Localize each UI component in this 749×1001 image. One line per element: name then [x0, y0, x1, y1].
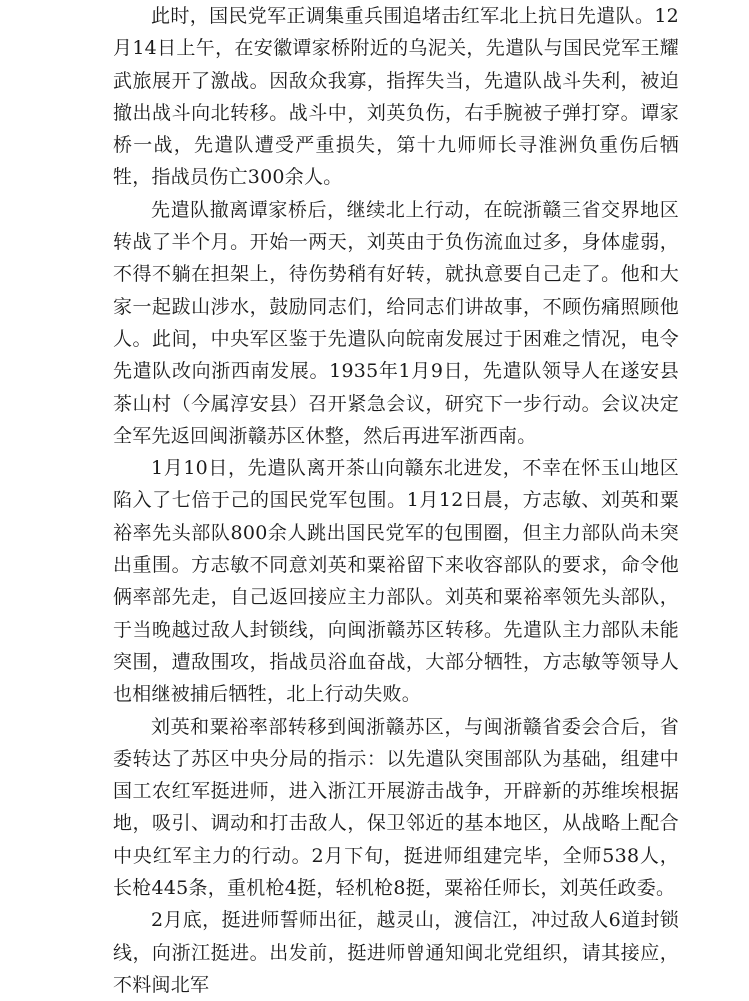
paragraph-4: 刘英和粟裕率部转移到闽浙赣苏区，与闽浙赣省委会合后，省委转达了苏区中央分局的指示：以先遣队突围部队为基础，组建中国工农红军挺进师，进入浙江开展游击战争，开辟新的苏维埃根据地，吸引、调动和打击敌人，保卫邻近的基本地区，从战略上配合中央红军主力的行动。2月下旬，挺进师组建完毕，全师538人，长枪445条，重机枪4挺，轻机枪8挺，粟裕任师长，刘英任政委。	[113, 715, 679, 900]
paragraph-1: 此时，国民党军正调集重兵围追堵击红军北上抗日先遣队。12月14日上午，在安徽谭家桥附近的乌泥关，先遣队与国民党军王耀武旅展开了激战。因敌众我寡，指挥失当，先遣队战斗失利，被迫撤出战斗向北转移。战斗中，刘英负伤，右手腕被子弹打穿。谭家桥一战，先遣队遭受严重损失，第十九师师长寻淮洲负重伤后牺牲，指战员伤亡300余人。	[113, 5, 679, 189]
paragraph-2: 先遣队撤离谭家桥后，继续北上行动，在皖浙赣三省交界地区转战了半个月。开始一两天，刘英由于负伤流血过多，身体虚弱，不得不躺在担架上，待伤势稍有好转，就执意要自己走了。他和大家一起跋山涉水，鼓励同志们，给同志们讲故事，不顾伤痛照顾他人。此间，中央军区鉴于先遣队向皖南发展过于困难之情况，电令先遣队改向浙西南发展。1935年1月9日，先遣队领导人在遂安县茶山村（今属淳安县）召开紧急会议，研究下一步行动。会议决定全军先返回闽浙赣苏区休整，然后再进军浙西南。	[113, 198, 679, 447]
paragraph-5: 2月底，挺进师誓师出征，越灵山，渡信江，冲过敌人6道封锁线，向浙江挺进。出发前，挺进师曾通知闽北党组织，请其接应，不料闽北军	[113, 909, 679, 996]
document-page	[113, 0, 679, 1001]
paragraph-3: 1月10日，先遣队离开茶山向赣东北进发，不幸在怀玉山地区陷入了七倍于己的国民党军包围。1月12日晨，方志敏、刘英和粟裕率先头部队800余人跳出国民党军的包围圈，但主力部队尚未突出重围。方志敏不同意刘英和粟裕留下来收容部队的要求，命令他俩率部先走，自己返回接应主力部队。刘英和粟裕率领先头部队，于当晚越过敌人封锁线，向闽浙赣苏区转移。先遣队主力部队未能突围，遭敌围攻，指战员浴血奋战，大部分牺牲，方志敏等领导人也相继被捕后牺牲，北上行动失败。	[113, 457, 679, 706]
